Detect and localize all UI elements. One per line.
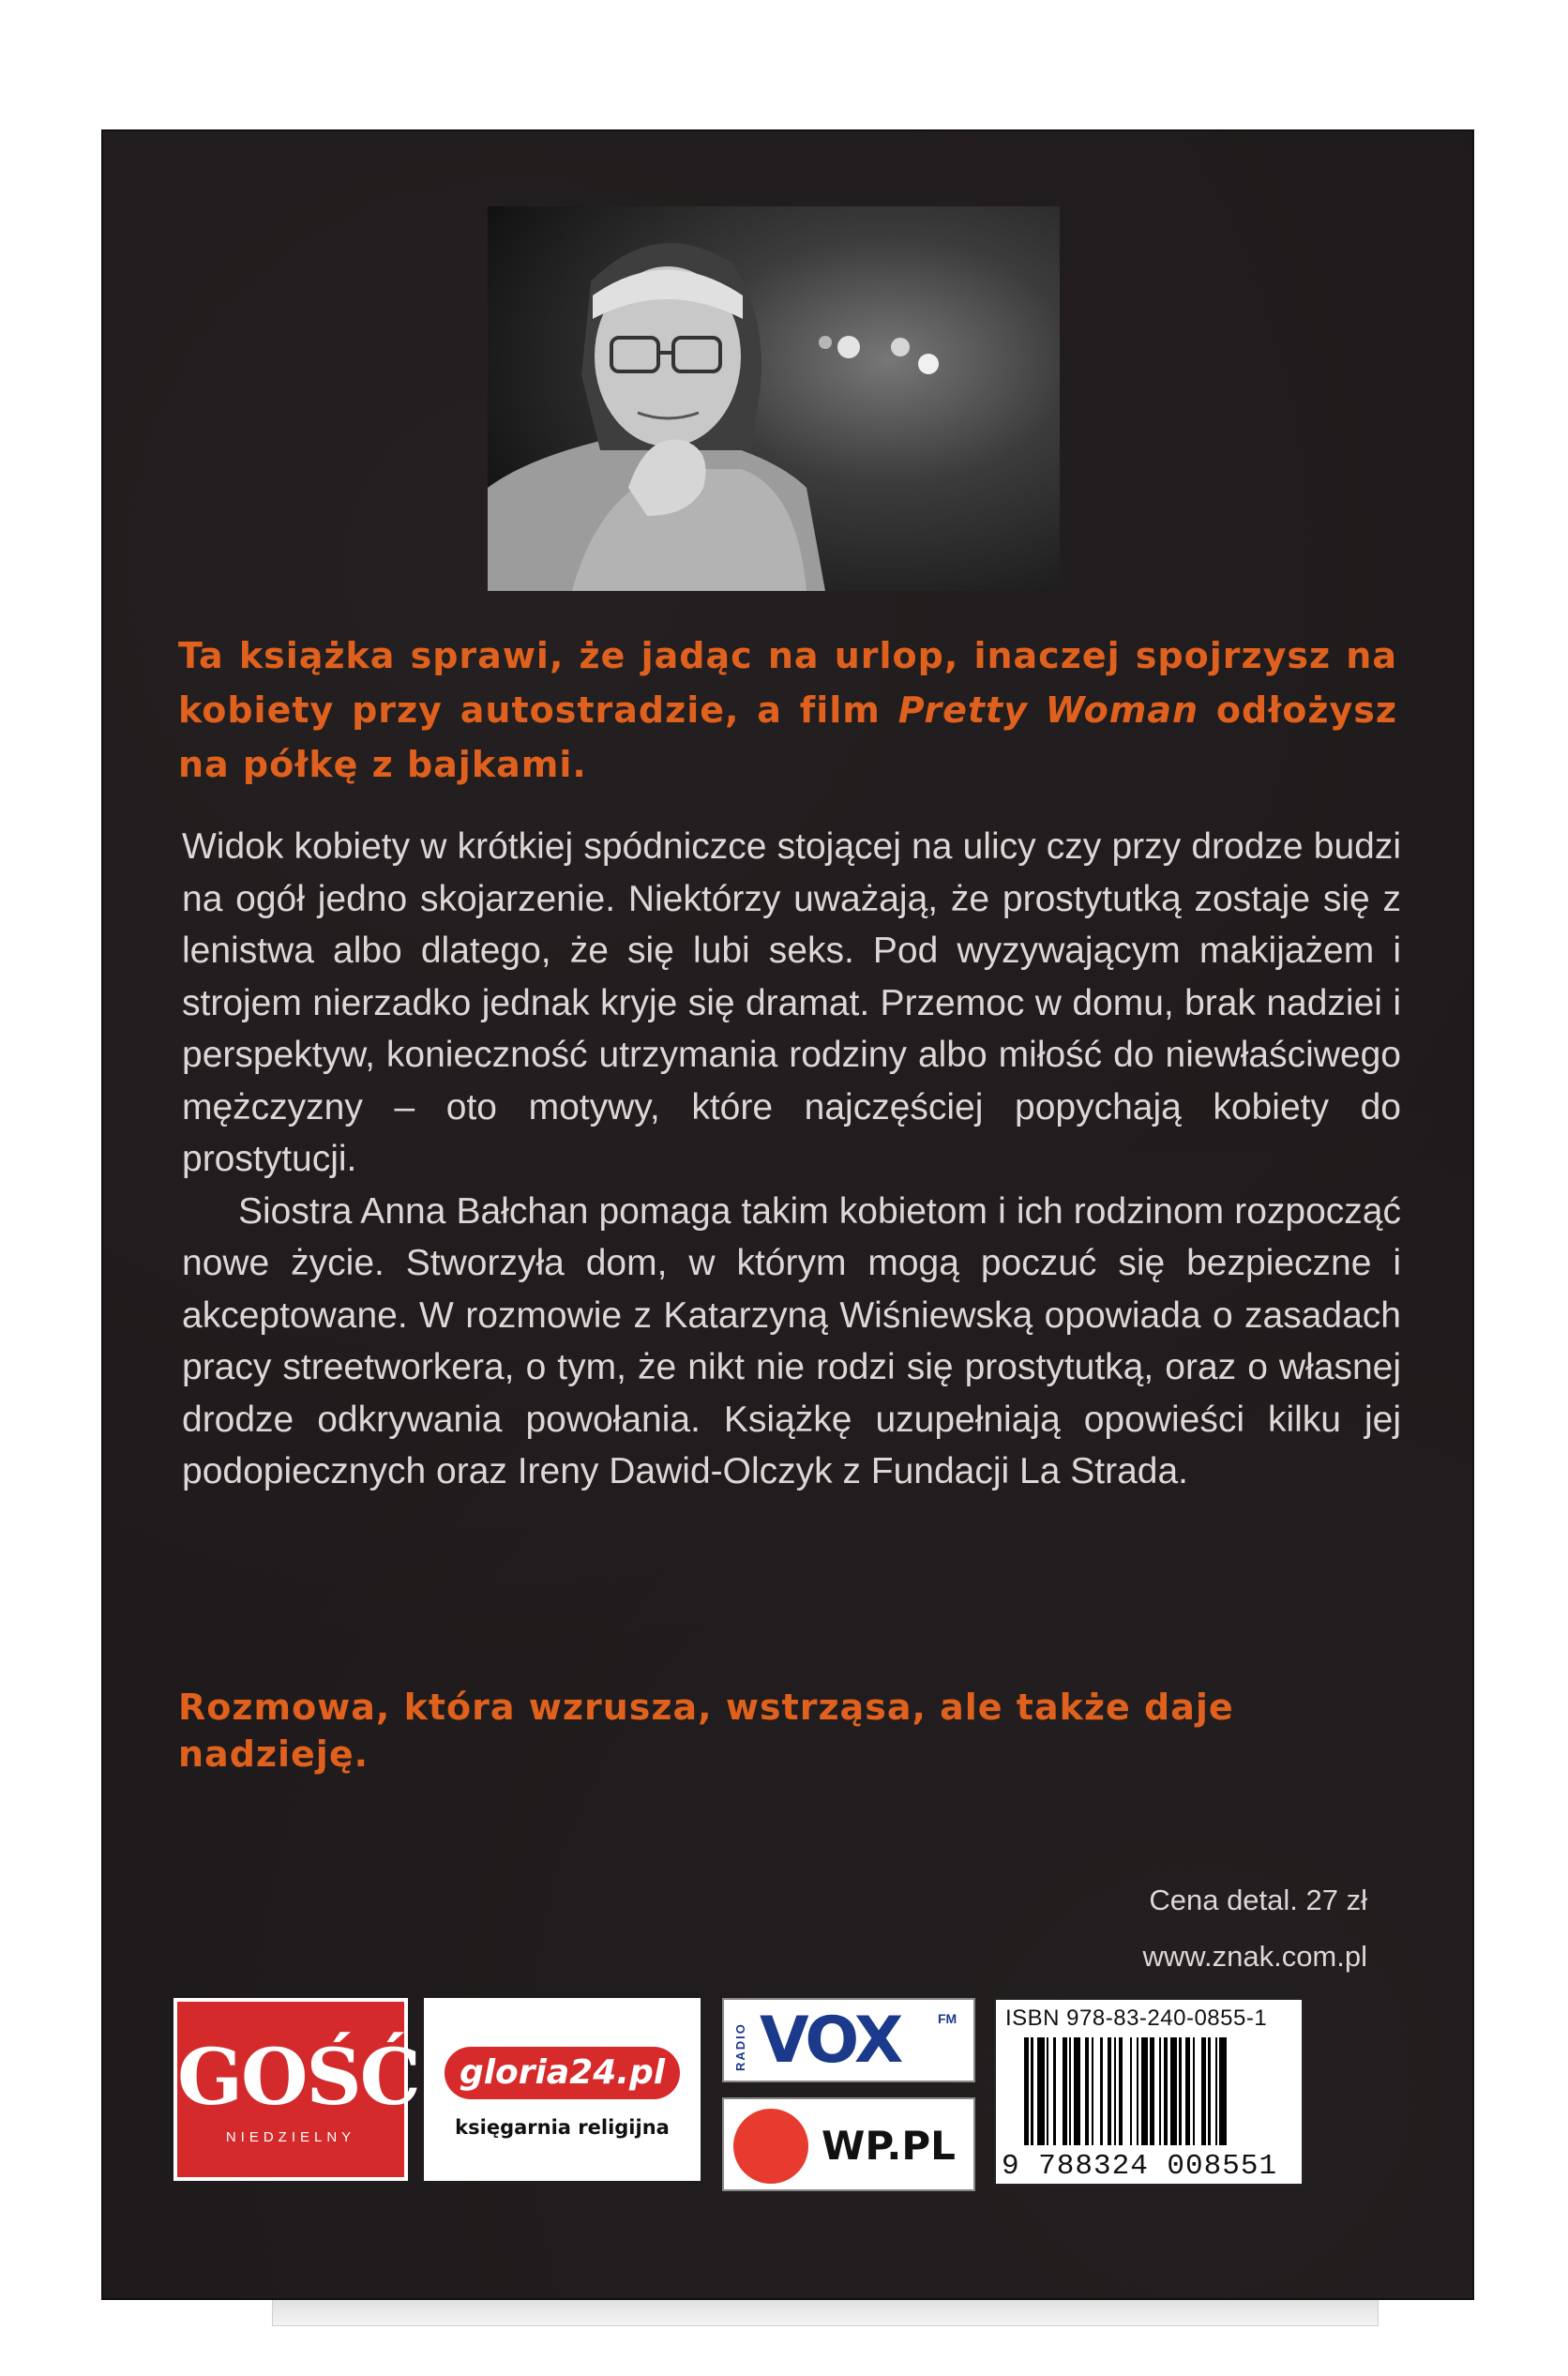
barcode-bar [1219,2037,1226,2145]
lead-text-part2: odłożysz na półkę z bajkami. [178,689,1397,785]
description-paragraph-2: Siostra Anna Bałchan pomaga takim kobietom i ich rodzinom rozpocząć nowe życie. Stworzyła dom, w którym mogą poczuć się bezpieczne i akceptowane. W rozmowie z Katarzyną Wiśniewską opowiada o zasadach pracy streetworkera, o tym, że nikt nie rodzi się prostytutką, oraz o własnej drodze odkrywania powołania. Książkę uzupełniają opowieści kilku jej podopiecznych oraz Ireny Dawid-Olczyk z Fundacji La Strada. [182,1190,1401,1491]
lead-paragraph [178,628,1397,792]
book-back-cover [103,131,1472,2298]
wp-sun-icon [733,2109,808,2184]
radio-vox-logo [722,1998,975,2082]
gosc-logo-text: GOŚĆ [177,2033,419,2123]
barcode-bar [1056,2037,1063,2145]
barcode-bar [1074,2037,1080,2145]
publisher-url: www.znak.com.pl [1142,1940,1367,1973]
film-title: Pretty Woman [897,689,1199,731]
description-paragraph-1: Widok kobiety w krótkiej spódniczce stojącej na ulicy czy przy drodze budzi na ogół jedno skojarzenie. Niektórzy uważają, że prostytutką zostaje się z lenistwa albo dlatego, że się lubi seks. Pod wyzywającym makijażem i strojem nierzadko jednak kryje się dramat. Przemoc w domu, brak nadziei i perspektyw, konieczność utrzymania rodziny albo miłość do niewłaściwego mężczyzny – oto motywy, które najczęściej popychają kobiety do prostytucji. [182,826,1401,1179]
barcode-bar [1093,2037,1100,2145]
gosc-niedzielny-logo [173,1998,419,2181]
barcode-bar [1141,2037,1148,2145]
photo-illustration [488,206,1060,591]
wp-name-text: WP.PL [822,2123,956,2169]
isbn-barcode [994,1998,1304,2186]
price-label: Cena detal. 27 zł [1149,1884,1367,1916]
vox-name-text: VOX [760,2004,901,2078]
gosc-logo-subtext: NIEDZIELNY [225,2129,356,2145]
vox-radio-text: RADIO [733,2022,747,2071]
description [182,821,1401,1498]
author-photo [488,206,1060,591]
lead-text-part1: Ta książka sprawi, że jadąc na urlop, inaczej spojrzysz na kobiety przy autostradzie, a film [178,635,1397,731]
barcode-bar [1227,2037,1231,2145]
isbn-text: ISBN 978-83-240-0855-1 [1005,2005,1268,2031]
gloria24-logo [424,1998,701,2181]
barcode-number: 9 788324 008551 [1002,2150,1278,2183]
barcode-bars [1024,2037,1296,2145]
closing-line: Rozmowa, która wzrusza, wstrząsa, ale także daje nadzieję. [178,1687,1234,1775]
vox-fm-text: FM [938,2011,957,2026]
barcode-bar [1195,2037,1201,2145]
wp-pl-logo [722,2097,975,2191]
barcode-bar [1037,2037,1044,2145]
gloria-tagline: księgarnia religijna [455,2116,670,2139]
barcode-bar [1123,2037,1129,2145]
barcode-bar [1170,2037,1177,2145]
gloria-brand-text: gloria24.pl [445,2047,680,2099]
